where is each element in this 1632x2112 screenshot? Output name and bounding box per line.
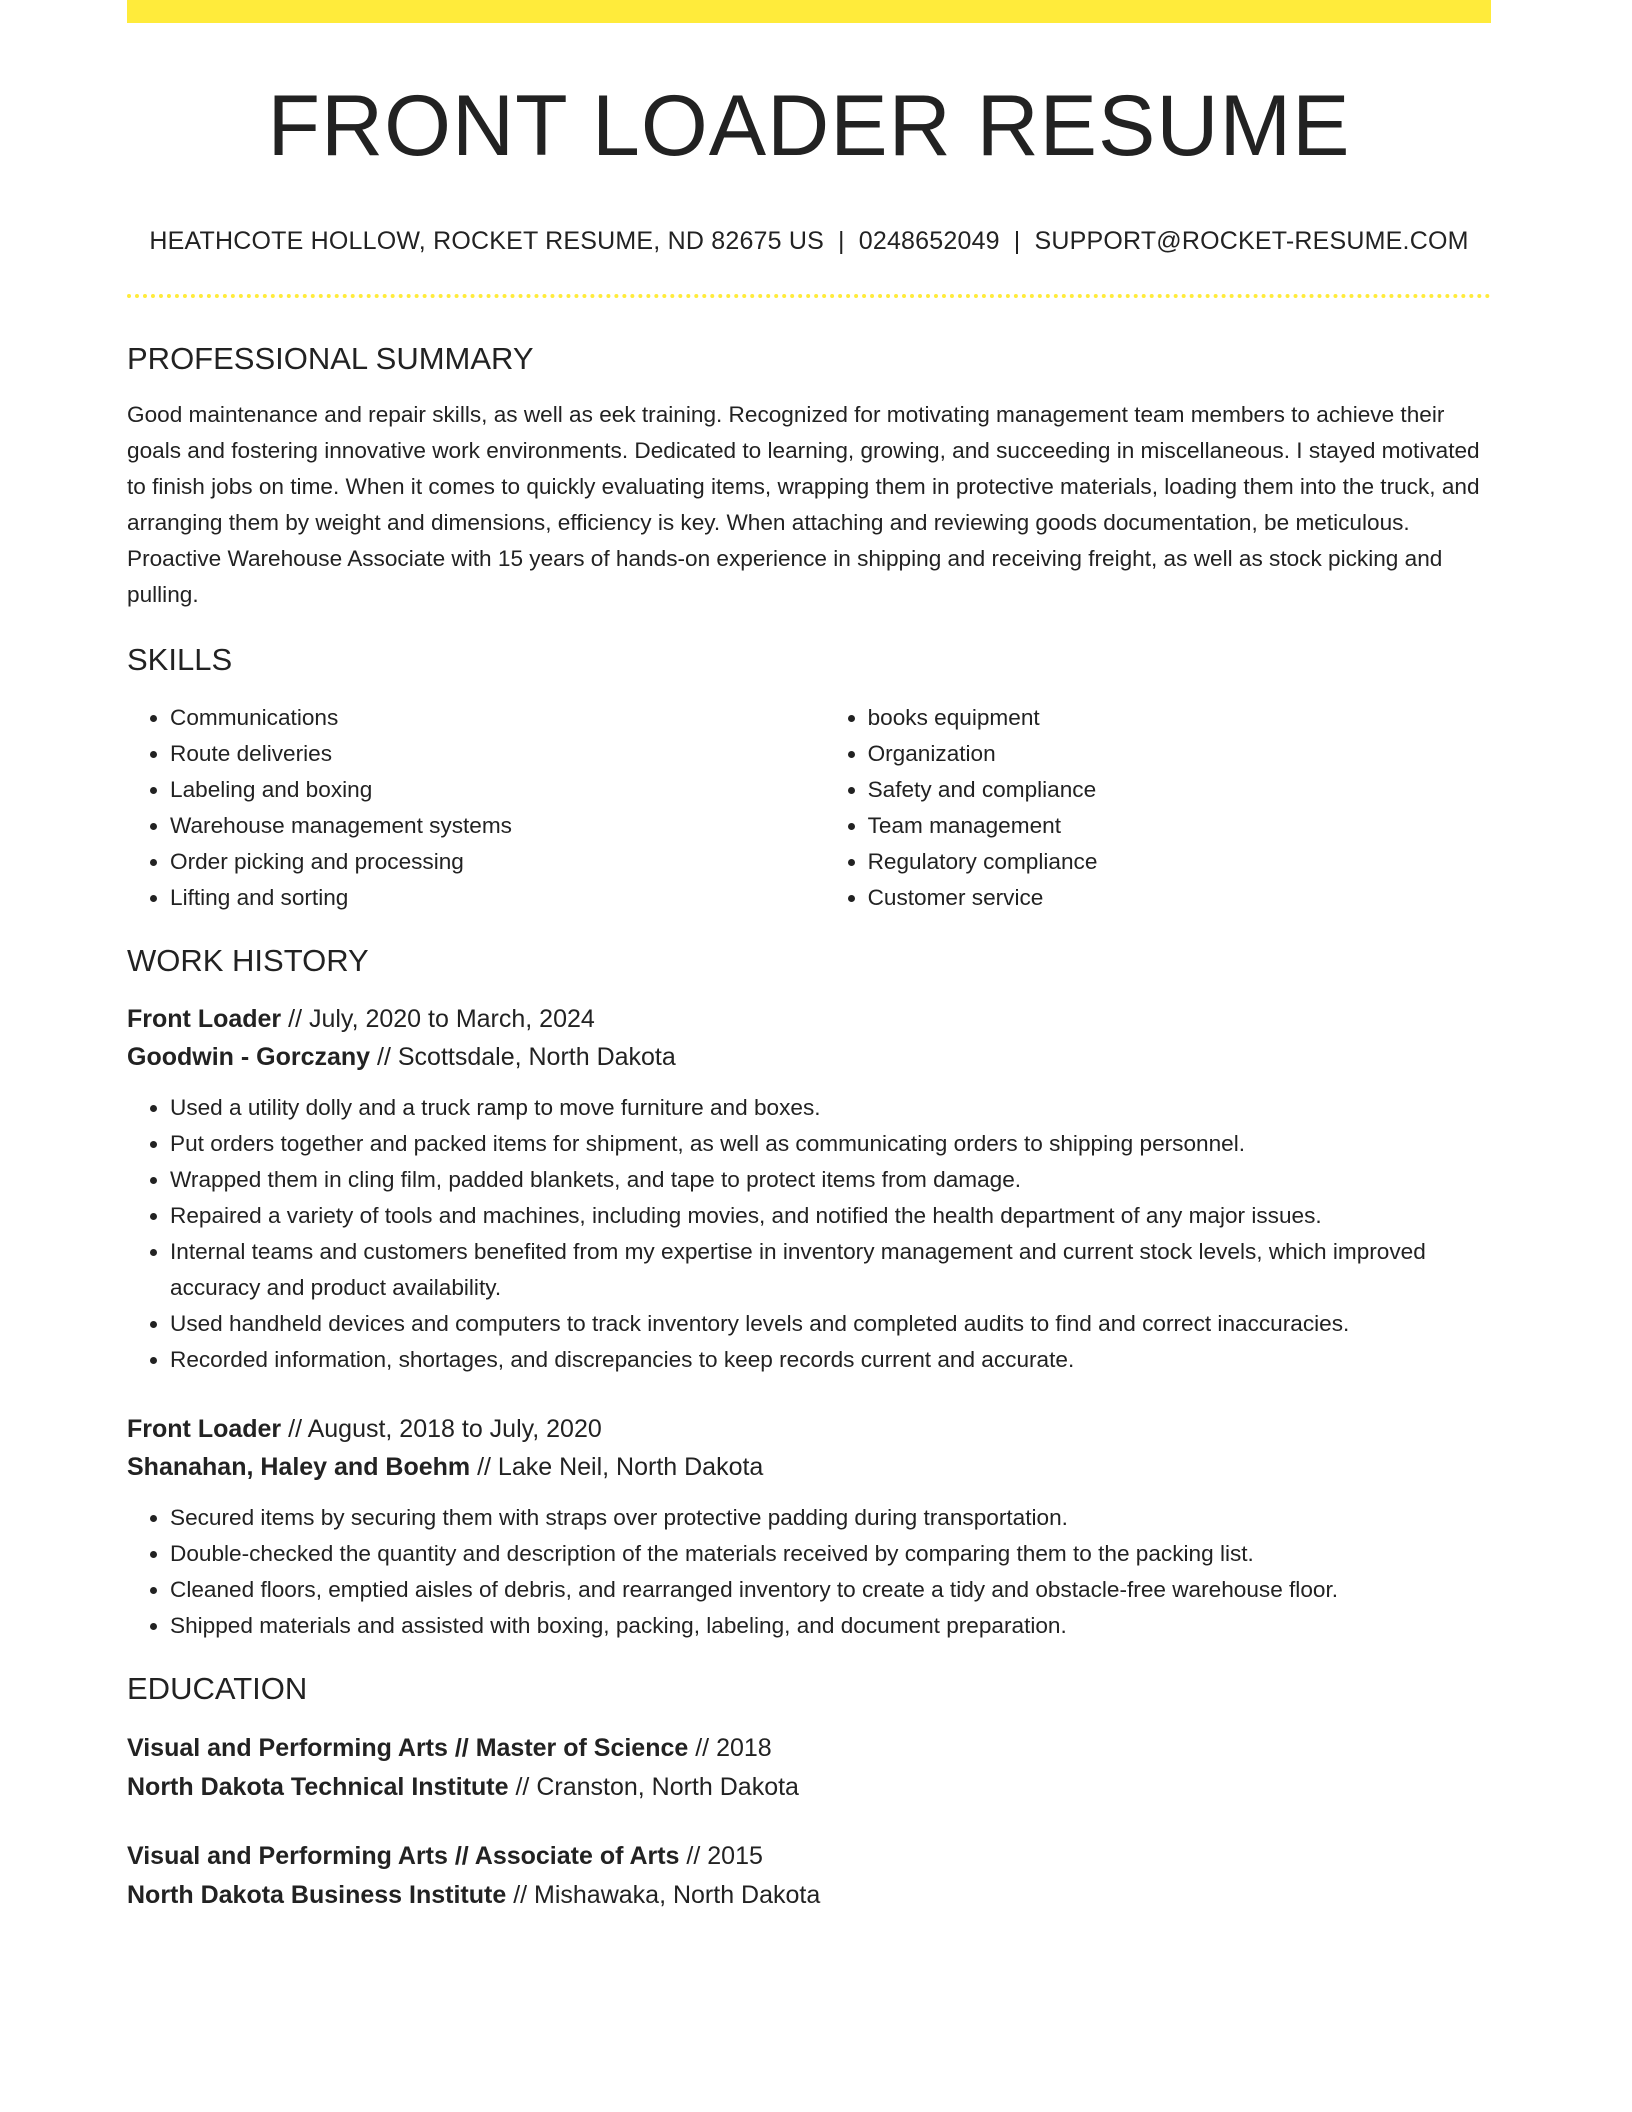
job-bullet: • Used handheld devices and computers to track inventory levels and completed audits to find and correct inaccuracies.	[170, 1306, 1491, 1342]
job-entry	[127, 1410, 1491, 1644]
edu-school: North Dakota Technical Institute	[127, 1772, 509, 1801]
skills-heading: SKILLS	[127, 642, 233, 678]
edu-year: // 2018	[695, 1733, 772, 1762]
edu-degree: Visual and Performing Arts // Master of Science	[127, 1733, 689, 1762]
contact-address: HEATHCOTE HOLLOW, ROCKET RESUME, ND 82675 US	[149, 227, 825, 255]
job-bullet: • Cleaned floors, emptied aisles of debris, and rearranged inventory to create a tidy and obstacle-free warehouse floor.	[170, 1572, 1491, 1608]
contact-separator: |	[1013, 227, 1021, 255]
skill-item: • Route deliveries	[170, 736, 825, 772]
job-bullet: • Used a utility dolly and a truck ramp to move furniture and boxes.	[170, 1090, 1491, 1126]
contact-line	[127, 227, 1491, 256]
skill-item: • Order picking and processing	[170, 844, 825, 880]
resume-page	[127, 0, 1491, 1915]
skills-list	[127, 700, 1491, 916]
skill-item: • Labeling and boxing	[170, 772, 825, 808]
education-entry	[127, 1837, 1491, 1915]
job-role: Front Loader	[127, 1414, 282, 1443]
job-bullet: • Repaired a variety of tools and machines, including movies, and notified the health department of any major issues.	[170, 1198, 1491, 1234]
contact-separator: |	[838, 227, 845, 255]
skill-item: • Organization	[868, 736, 1491, 772]
resume-title: FRONT LOADER RESUME	[267, 78, 1351, 174]
job-dates: // July, 2020 to March, 2024	[288, 1004, 595, 1033]
job-company: Goodwin - Gorczany	[127, 1042, 371, 1071]
edu-school: North Dakota Business Institute	[127, 1880, 507, 1909]
dotted-divider	[127, 294, 1491, 298]
edu-location: // Mishawaka, North Dakota	[513, 1880, 821, 1909]
skill-item: • Team management	[868, 808, 1491, 844]
skills-column-left	[127, 700, 825, 916]
summary-text: Good maintenance and repair skills, as well as eek training. Recognized for motivating management team members to achieve their goals and fostering innovative work environments. Dedicated to learning, growing, and succeeding in miscellaneous. I stayed motivated to finish jobs on time. When it comes to quickly evaluating items, wrapping them in protective materials, loading them into the truck, and arranging them by weight and dimensions, efficiency is key. When attaching and reviewing goods documentation, be meticulous. Proactive Warehouse Associate with 15 years of hands-on experience in shipping and receiving freight, as well as stock picking and pulling.	[127, 402, 1480, 608]
skill-item: • Warehouse management systems	[170, 808, 825, 844]
job-header	[127, 1410, 1491, 1486]
summary-heading: PROFESSIONAL SUMMARY	[127, 341, 534, 376]
job-bullet: • Recorded information, shortages, and discrepancies to keep records current and accurate.	[170, 1342, 1491, 1378]
skill-item: • Customer service	[868, 880, 1491, 916]
education-entry	[127, 1729, 1491, 1807]
skill-item: • Lifting and sorting	[170, 880, 825, 916]
edu-location: // Cranston, North Dakota	[515, 1772, 799, 1801]
job-location: // Scottsdale, North Dakota	[377, 1042, 676, 1071]
edu-degree: Visual and Performing Arts // Associate of Arts	[127, 1841, 680, 1870]
work-history-heading: WORK HISTORY	[127, 943, 369, 979]
job-bullets	[127, 1500, 1491, 1644]
job-location: // Lake Neil, North Dakota	[477, 1452, 764, 1481]
job-bullets	[127, 1090, 1491, 1378]
skill-item: • Safety and compliance	[868, 772, 1491, 808]
job-entry	[127, 1000, 1491, 1378]
contact-email: SUPPORT@ROCKET-RESUME.COM	[1034, 227, 1469, 255]
contact-phone: 0248652049	[858, 227, 1000, 255]
skill-item: • Regulatory compliance	[868, 844, 1491, 880]
skill-item: • Communications	[170, 700, 825, 736]
job-bullet: • Internal teams and customers benefited from my expertise in inventory management and current stock levels, which improved accuracy and product availability.	[170, 1234, 1491, 1306]
job-bullet: • Secured items by securing them with straps over protective padding during transportation.	[170, 1500, 1491, 1536]
skills-column-right	[825, 700, 1491, 916]
skill-item: • books equipment	[868, 700, 1491, 736]
edu-year: // 2015	[686, 1841, 763, 1870]
job-role: Front Loader	[127, 1004, 282, 1033]
job-company: Shanahan, Haley and Boehm	[127, 1452, 471, 1481]
job-bullet: • Wrapped them in cling film, padded blankets, and tape to protect items from damage.	[170, 1162, 1491, 1198]
job-header	[127, 1000, 1491, 1076]
job-dates: // August, 2018 to July, 2020	[288, 1414, 602, 1443]
top-accent-bar	[127, 0, 1491, 23]
job-bullet: • Double-checked the quantity and description of the materials received by comparing them to the packing list.	[170, 1536, 1491, 1572]
education-heading: EDUCATION	[127, 1670, 308, 1706]
job-bullet: • Put orders together and packed items for shipment, as well as communicating orders to shipping personnel.	[170, 1126, 1491, 1162]
job-bullet: • Shipped materials and assisted with boxing, packing, labeling, and document preparation.	[170, 1608, 1491, 1644]
